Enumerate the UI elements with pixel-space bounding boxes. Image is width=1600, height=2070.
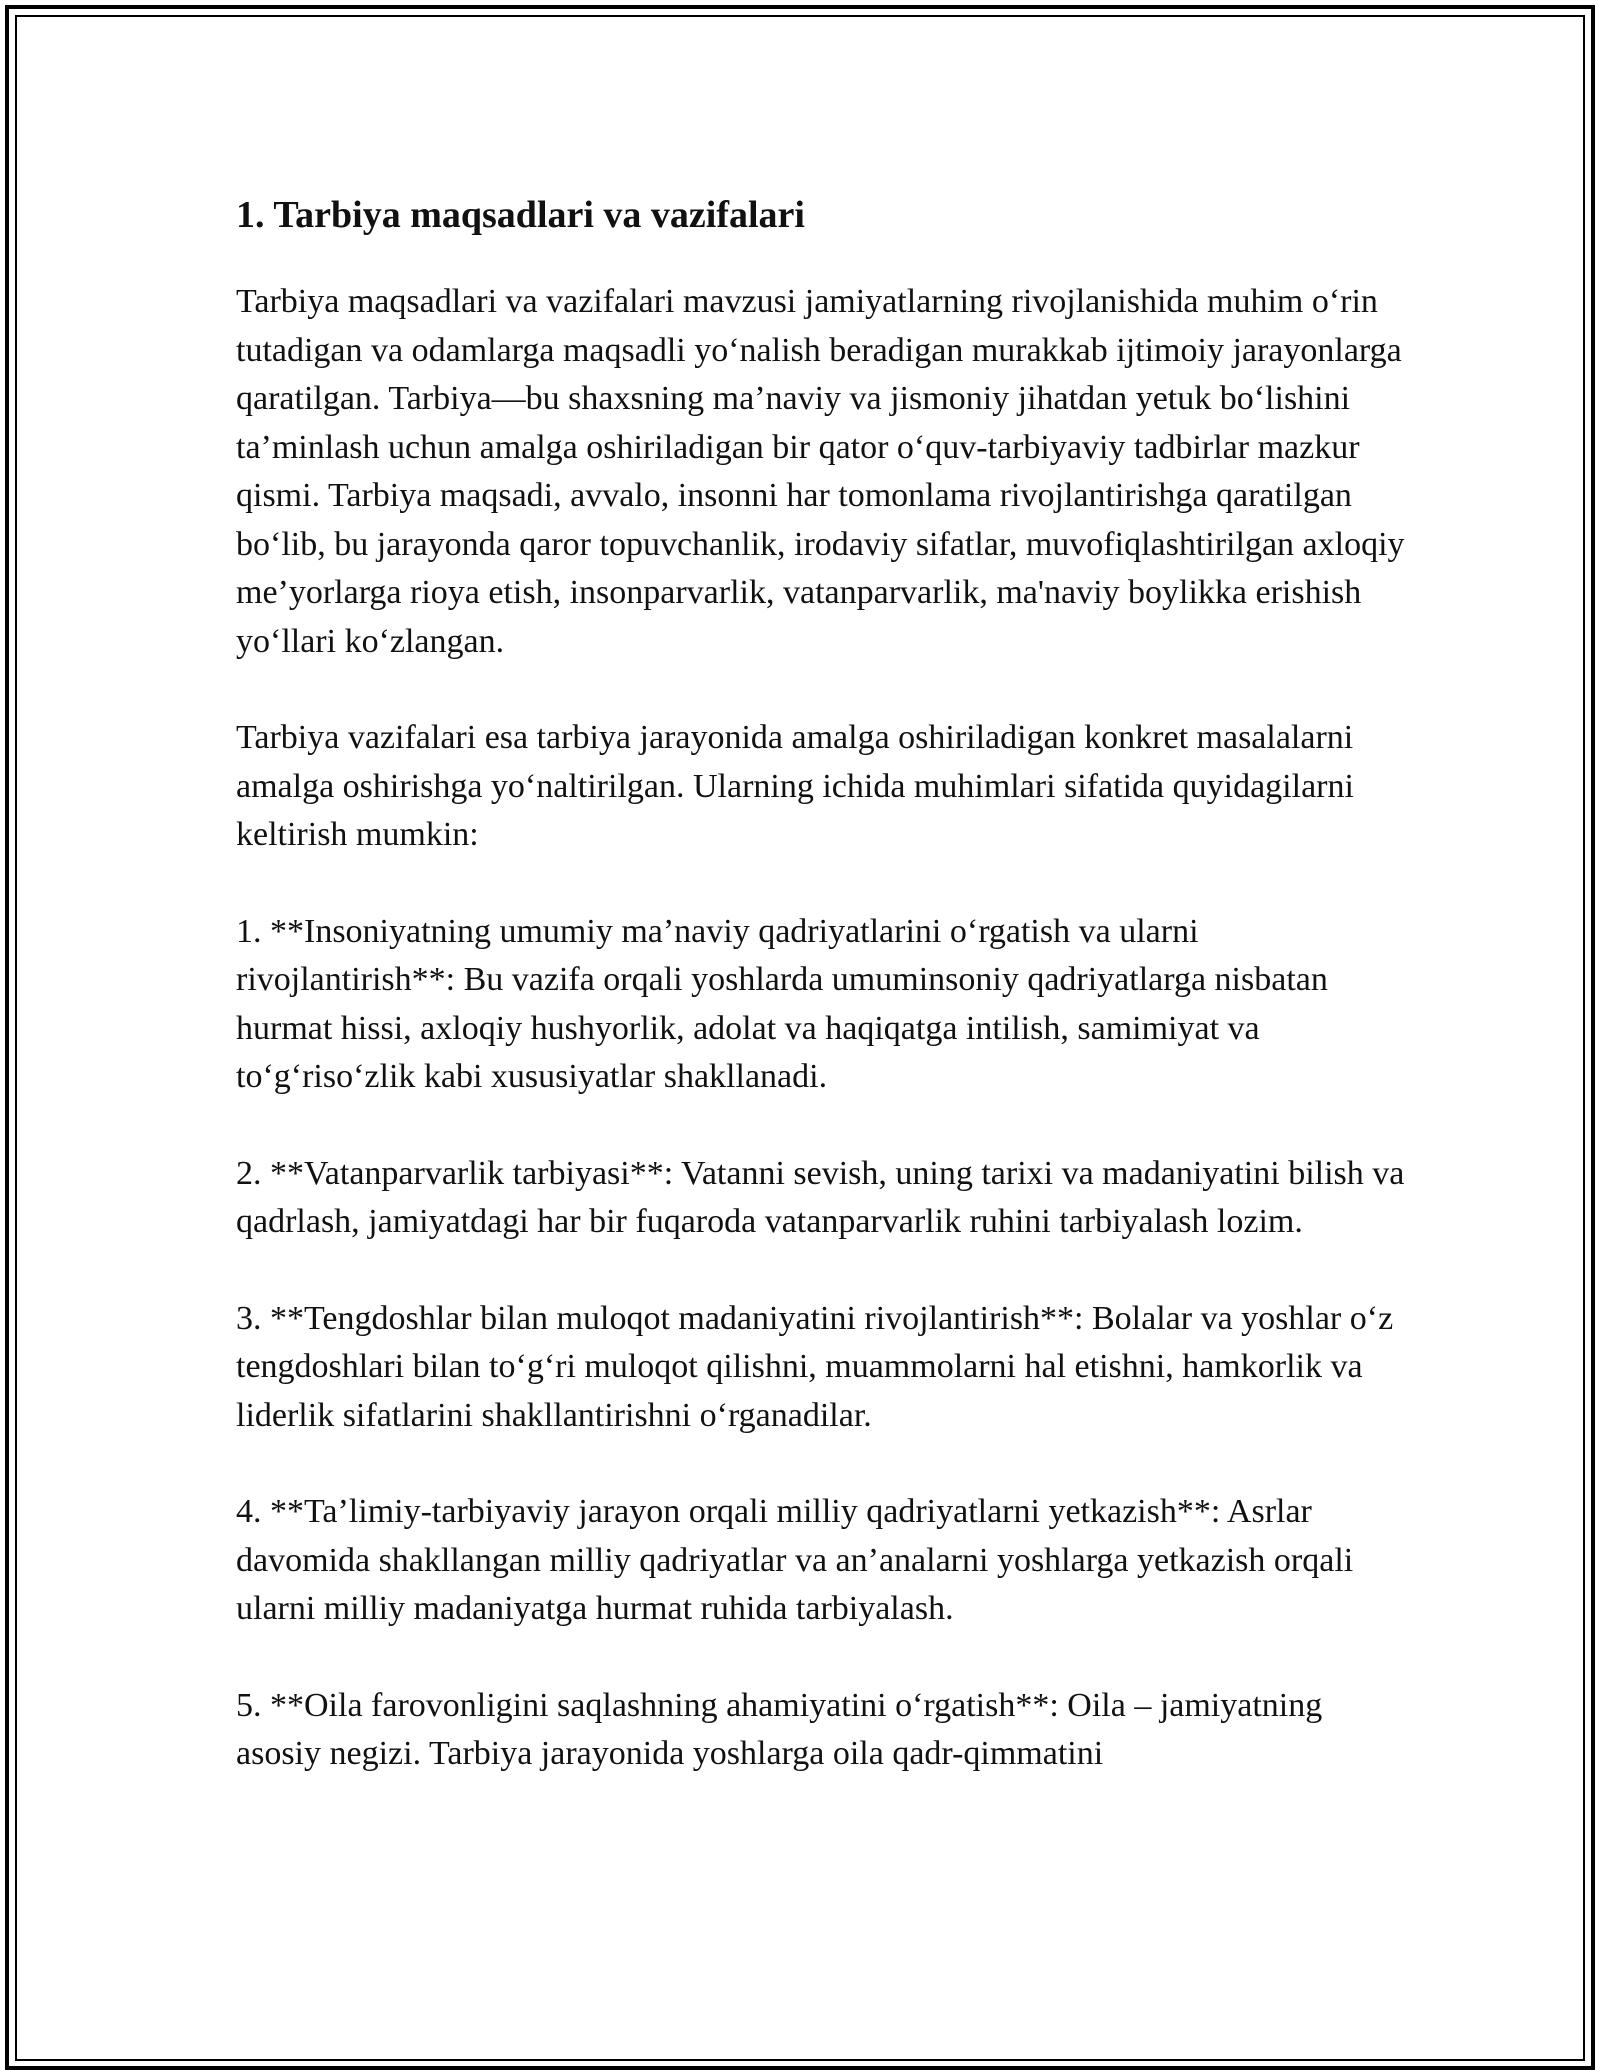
document-body xyxy=(236,186,1411,1779)
intro-paragraph: Tarbiya maqsadlari va vazifalari mavzusi jamiyatlarning rivojlanishida muhim o‘rin tutadigan va odamlarga maqsadli yo‘nalish beradigan murakkab ijtimoiy jarayonlarga qaratilgan. Tarbiya—bu shaxsning ma’naviy va jismoniy jihatdan yetuk bo‘lishini ta’minlash uchun amalga oshiriladigan bir qator o‘quv-tarbiyaviy tadbirlar mazkur qismi. Tarbiya maqsadi, avvalo, insonni har tomonlama rivojlantirishga qaratilgan bo‘lib, bu jarayonda qaror topuvchanlik, irodaviy sifatlar, muvofiqlashtirilgan axloqiy me’yorlarga rioya etish, insonparvarlik, vatanparvarlik, ma'naviy boylikka erishish yo‘llari ko‘zlangan. xyxy=(236,283,1405,660)
list-item-5: 5. **Oila farovonligini saqlashning ahamiyatini o‘rgatish**: Oila – jamiyatning asosiy negizi. Tarbiya jarayonida yoshlarga oila qadr-qimmatini xyxy=(236,1686,1323,1772)
list-item-3: 3. **Tengdoshlar bilan muloqot madaniyatini rivojlantirish**: Bolalar va yoshlar o‘z tengdoshlari bilan to‘g‘ri muloqot qilishni, muammolarni hal etishni, hamkorlik va liderlik sifatlarini shakllantirishni o‘rganadilar. xyxy=(236,1299,1394,1434)
list-item-1: 1. **Insoniyatning umumiy ma’naviy qadriyatlarini o‘rgatish va ularni rivojlantirish**: Bu vazifa orqali yoshlarda umuminsoniy qadriyatlarga nisbatan hurmat hissi, axloqiy hushyorlik, adolat va haqiqatga intilish, samimiyat va to‘g‘riso‘zlik kabi xususiyatlar shakllanadi. xyxy=(236,912,1328,1095)
tasks-list xyxy=(236,908,1411,1779)
list-item-2: 2. **Vatanparvarlik tarbiyasi**: Vatanni sevish, uning tarixi va madaniyatini bilish va qadrlash, jamiyatdagi har bir fuqaroda vatanparvarlik ruhini tarbiyalash lozim. xyxy=(236,1154,1405,1240)
section-heading: 1. Tarbiya maqsadlari va vazifalari xyxy=(236,194,805,236)
list-item-4: 4. **Ta’limiy-tarbiyaviy jarayon orqali milliy qadriyatlarni yetkazish**: Asrlar davomida shakllangan milliy qadriyatlar va an’analarni yoshlarga yetkazish orqali ularni milliy madaniyatga hurmat ruhida tarbiyalash. xyxy=(236,1493,1354,1627)
tasks-intro-paragraph: Tarbiya vazifalari esa tarbiya jarayonida amalga oshiriladigan konkret masalalarni amalga oshirishga yo‘naltirilgan. Ularning ichida muhimlari sifatida quyidagilarni keltirish mumkin: xyxy=(236,719,1354,853)
